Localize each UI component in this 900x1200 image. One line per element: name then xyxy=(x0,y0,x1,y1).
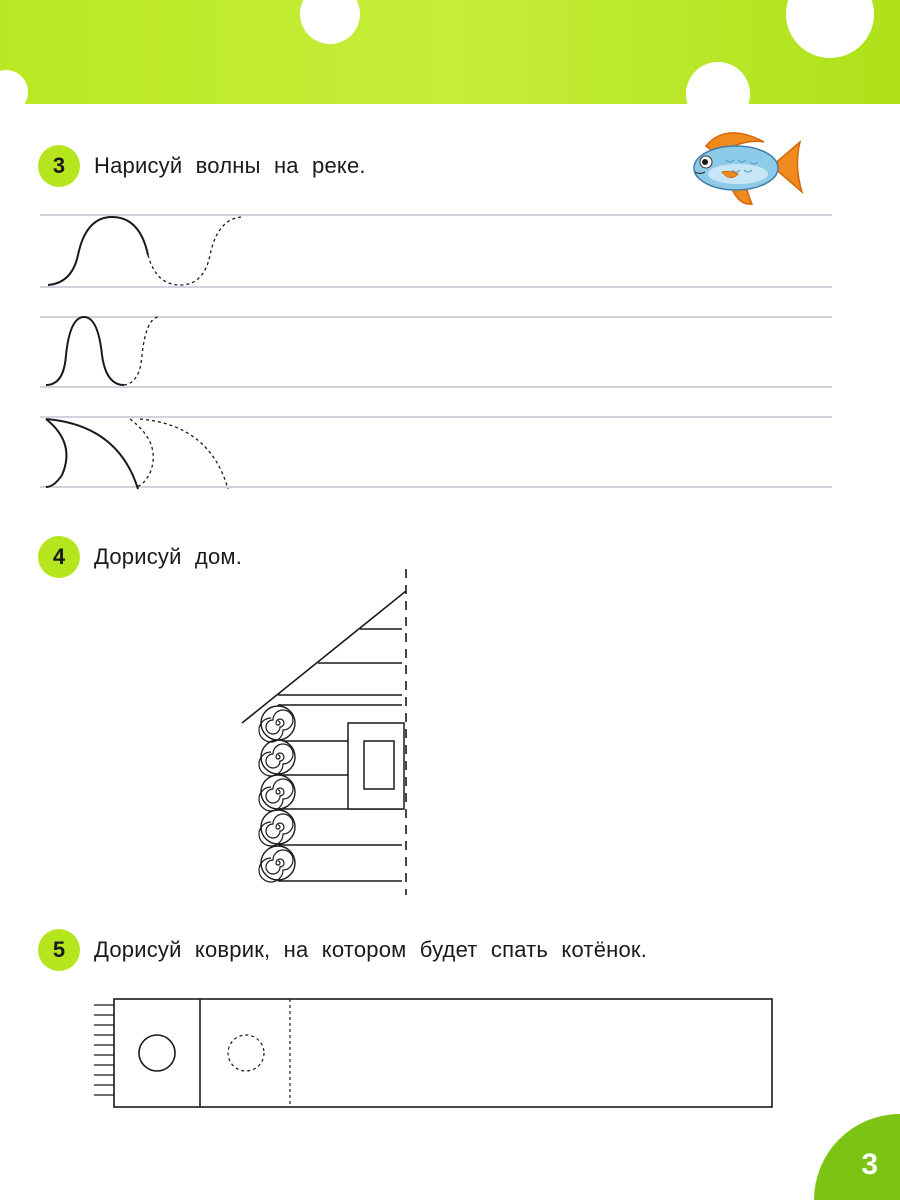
wave-sample-round xyxy=(48,217,244,285)
task-number-badge: 5 xyxy=(38,929,80,971)
task-instruction: Нарисуй волны на реке. xyxy=(94,153,366,178)
task-instruction: Дорисуй коврик, на котором будет спать котёнок. xyxy=(94,937,648,962)
page-number: 3 xyxy=(861,1148,878,1181)
header-band xyxy=(0,0,900,110)
rug-drawing xyxy=(90,995,780,1115)
task-number-badge: 4 xyxy=(38,536,80,578)
task-instruction: Дорисуй дом. xyxy=(94,544,243,569)
task-4-header xyxy=(38,535,242,579)
task-number-badge: 3 xyxy=(38,145,80,187)
wave-writing-area xyxy=(0,205,900,505)
wave-sample-crescent xyxy=(46,419,228,489)
task-3-header xyxy=(38,144,366,188)
rug-fringe xyxy=(94,1005,114,1095)
task-5-header xyxy=(38,928,647,972)
page-number-badge xyxy=(814,1114,900,1200)
house-drawing xyxy=(230,565,430,900)
wave-sample-narrow xyxy=(46,317,158,385)
fish-icon xyxy=(686,124,808,210)
